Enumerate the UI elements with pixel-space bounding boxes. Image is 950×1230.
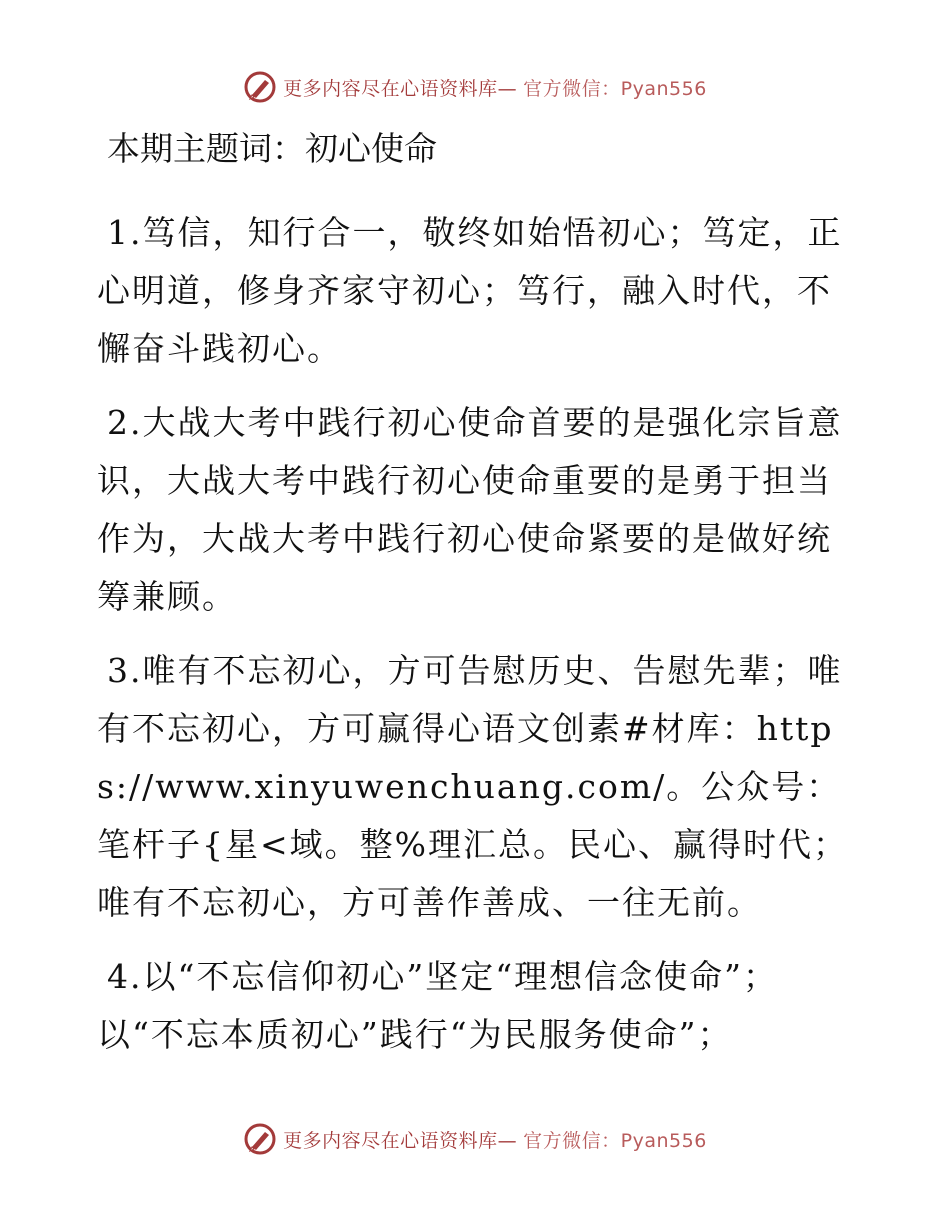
paragraph-4: 4.以“不忘信仰初心”坚定“理想信念使命”；以“不忘本质初心”践行“为民服务使命”； <box>97 957 778 1054</box>
document-body <box>97 120 857 1080</box>
footer-wechat-text: 官方微信：Pyan556 <box>523 1129 707 1152</box>
paragraph-2: 2.大战大考中践行初心使命首要的是强化宗旨意识，大战大考中践行初心使命重要的是勇于担当作为，大战大考中践行初心使命紧要的是做好统筹兼顾。 <box>97 403 843 616</box>
page-footer <box>0 1122 950 1156</box>
header-banner-text: 更多内容尽在心语资料库— <box>283 77 518 100</box>
pen-logo-icon <box>243 70 277 104</box>
footer-banner <box>243 1122 707 1156</box>
pen-logo-icon <box>243 1122 277 1156</box>
paragraph-1: 1.笃信，知行合一，敬终如始悟初心；笃定，正心明道，修身齐家守初心；笃行，融入时代，不懈奋斗践初心。 <box>97 213 843 368</box>
header-banner <box>243 70 707 104</box>
topic-heading: 本期主题词：初心使命 <box>107 129 437 168</box>
header-wechat-text: 官方微信：Pyan556 <box>523 77 707 100</box>
paragraph-3: 3.唯有不忘初心，方可告慰历史、告慰先辈；唯有不忘初心，方可赢得心语文创素#材库：https://www.xinyuwenchuang.com/。公众号：笔杆子{星<域。整%理汇总。民心、赢得时代；唯有不忘初心，方可善作善成、一往无前。 <box>97 651 849 922</box>
footer-banner-text: 更多内容尽在心语资料库— <box>283 1129 518 1152</box>
page-header <box>0 70 950 104</box>
